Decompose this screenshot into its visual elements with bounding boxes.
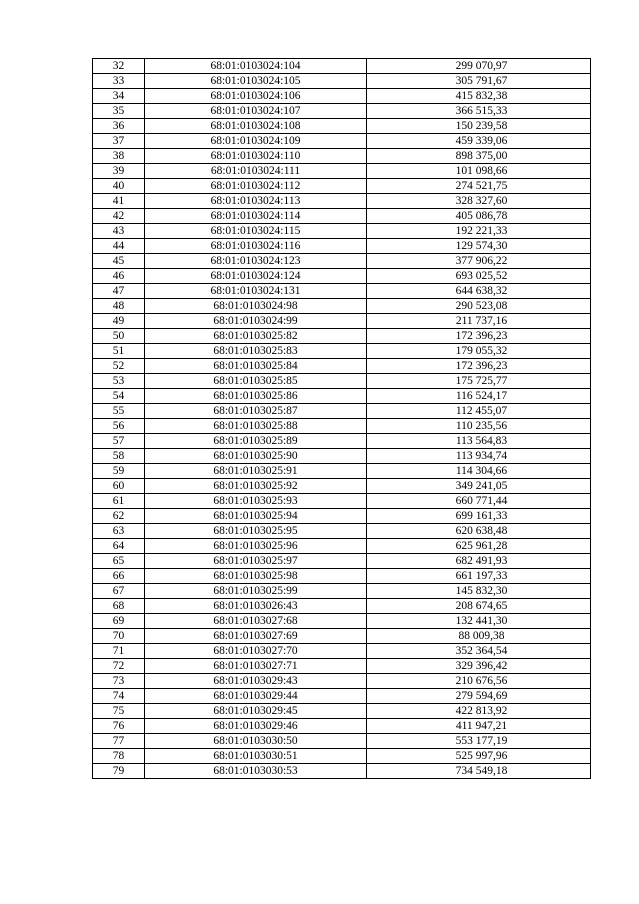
- cadastral-number-cell: 68:01:0103024:113: [145, 194, 367, 209]
- cadastral-value-cell: 172 396,23: [367, 359, 591, 374]
- row-number-cell: 68: [93, 599, 145, 614]
- table-row: [93, 194, 591, 209]
- row-number-cell: 37: [93, 134, 145, 149]
- table-row: [93, 314, 591, 329]
- table-row: [93, 449, 591, 464]
- row-number-cell: 78: [93, 749, 145, 764]
- cadastral-value-cell: 349 241,05: [367, 479, 591, 494]
- cadastral-number-cell: 68:01:0103024:98: [145, 299, 367, 314]
- cadastral-number-cell: 68:01:0103029:46: [145, 719, 367, 734]
- table-row: [93, 89, 591, 104]
- cadastral-number-cell: 68:01:0103030:50: [145, 734, 367, 749]
- cadastral-number-cell: 68:01:0103024:116: [145, 239, 367, 254]
- cadastral-value-cell: 693 025,52: [367, 269, 591, 284]
- table-body: [93, 59, 591, 779]
- cadastral-value-cell: 525 997,96: [367, 749, 591, 764]
- cadastral-value-cell: 459 339,06: [367, 134, 591, 149]
- table-row: [93, 329, 591, 344]
- cadastral-number-cell: 68:01:0103024:111: [145, 164, 367, 179]
- cadastral-number-cell: 68:01:0103025:82: [145, 329, 367, 344]
- table-row: [93, 614, 591, 629]
- row-number-cell: 48: [93, 299, 145, 314]
- table-row: [93, 299, 591, 314]
- row-number-cell: 62: [93, 509, 145, 524]
- row-number-cell: 32: [93, 59, 145, 74]
- cadastral-number-cell: 68:01:0103024:108: [145, 119, 367, 134]
- cadastral-value-cell: 329 396,42: [367, 659, 591, 674]
- cadastral-number-cell: 68:01:0103024:131: [145, 284, 367, 299]
- row-number-cell: 33: [93, 74, 145, 89]
- cadastral-number-cell: 68:01:0103025:95: [145, 524, 367, 539]
- row-number-cell: 75: [93, 704, 145, 719]
- row-number-cell: 59: [93, 464, 145, 479]
- cadastral-value-cell: 179 055,32: [367, 344, 591, 359]
- cadastral-value-cell: 172 396,23: [367, 329, 591, 344]
- cadastral-value-cell: 150 239,58: [367, 119, 591, 134]
- cadastral-number-cell: 68:01:0103025:88: [145, 419, 367, 434]
- cadastral-value-cell: 415 832,38: [367, 89, 591, 104]
- table-row: [93, 344, 591, 359]
- row-number-cell: 52: [93, 359, 145, 374]
- table-row: [93, 134, 591, 149]
- cadastral-number-cell: 68:01:0103025:84: [145, 359, 367, 374]
- cadastral-value-cell: 145 832,30: [367, 584, 591, 599]
- row-number-cell: 50: [93, 329, 145, 344]
- row-number-cell: 71: [93, 644, 145, 659]
- cadastral-number-cell: 68:01:0103025:96: [145, 539, 367, 554]
- cadastral-value-cell: 411 947,21: [367, 719, 591, 734]
- row-number-cell: 63: [93, 524, 145, 539]
- cadastral-number-cell: 68:01:0103027:68: [145, 614, 367, 629]
- cadastral-value-cell: 405 086,78: [367, 209, 591, 224]
- cadastral-value-cell: 625 961,28: [367, 539, 591, 554]
- cadastral-number-cell: 68:01:0103029:43: [145, 674, 367, 689]
- cadastral-value-cell: 553 177,19: [367, 734, 591, 749]
- table-row: [93, 239, 591, 254]
- row-number-cell: 67: [93, 584, 145, 599]
- cadastral-number-cell: 68:01:0103024:104: [145, 59, 367, 74]
- cadastral-number-cell: 68:01:0103025:92: [145, 479, 367, 494]
- row-number-cell: 73: [93, 674, 145, 689]
- cadastral-number-cell: 68:01:0103024:115: [145, 224, 367, 239]
- cadastral-value-cell: 699 161,33: [367, 509, 591, 524]
- table-row: [93, 674, 591, 689]
- cadastral-number-cell: 68:01:0103027:70: [145, 644, 367, 659]
- cadastral-value-cell: 112 455,07: [367, 404, 591, 419]
- cadastral-value-cell: 660 771,44: [367, 494, 591, 509]
- cadastral-value-cell: 175 725,77: [367, 374, 591, 389]
- table-row: [93, 539, 591, 554]
- cadastral-number-cell: 68:01:0103024:99: [145, 314, 367, 329]
- table-row: [93, 74, 591, 89]
- cadastral-value-cell: 279 594,69: [367, 689, 591, 704]
- table-row: [93, 494, 591, 509]
- cadastral-number-cell: 68:01:0103025:83: [145, 344, 367, 359]
- cadastral-value-cell: 113 934,74: [367, 449, 591, 464]
- cadastral-number-cell: 68:01:0103029:44: [145, 689, 367, 704]
- cadastral-value-cell: 114 304,66: [367, 464, 591, 479]
- cadastral-number-cell: 68:01:0103024:114: [145, 209, 367, 224]
- cadastral-value-cell: 305 791,67: [367, 74, 591, 89]
- cadastral-value-cell: 734 549,18: [367, 764, 591, 779]
- table-row: [93, 554, 591, 569]
- cadastral-number-cell: 68:01:0103025:89: [145, 434, 367, 449]
- row-number-cell: 42: [93, 209, 145, 224]
- cadastral-number-cell: 68:01:0103024:106: [145, 89, 367, 104]
- row-number-cell: 44: [93, 239, 145, 254]
- table-row: [93, 749, 591, 764]
- cadastral-value-cell: 129 574,30: [367, 239, 591, 254]
- cadastral-value-cell: 208 674,65: [367, 599, 591, 614]
- table-row: [93, 374, 591, 389]
- row-number-cell: 58: [93, 449, 145, 464]
- row-number-cell: 72: [93, 659, 145, 674]
- table-row: [93, 569, 591, 584]
- row-number-cell: 65: [93, 554, 145, 569]
- cadastral-number-cell: 68:01:0103026:43: [145, 599, 367, 614]
- table-row: [93, 149, 591, 164]
- cadastral-number-cell: 68:01:0103024:112: [145, 179, 367, 194]
- row-number-cell: 36: [93, 119, 145, 134]
- row-number-cell: 53: [93, 374, 145, 389]
- row-number-cell: 77: [93, 734, 145, 749]
- row-number-cell: 55: [93, 404, 145, 419]
- table-row: [93, 359, 591, 374]
- cadastral-value-cell: 352 364,54: [367, 644, 591, 659]
- row-number-cell: 60: [93, 479, 145, 494]
- table-row: [93, 164, 591, 179]
- table-row: [93, 179, 591, 194]
- row-number-cell: 41: [93, 194, 145, 209]
- cadastral-value-cell: 116 524,17: [367, 389, 591, 404]
- cadastral-number-cell: 68:01:0103024:107: [145, 104, 367, 119]
- table-row: [93, 524, 591, 539]
- cadastral-value-cell: 682 491,93: [367, 554, 591, 569]
- cadastral-value-cell: 101 098,66: [367, 164, 591, 179]
- table-row: [93, 269, 591, 284]
- row-number-cell: 43: [93, 224, 145, 239]
- cadastral-value-cell: 192 221,33: [367, 224, 591, 239]
- cadastral-number-cell: 68:01:0103025:97: [145, 554, 367, 569]
- table-row: [93, 764, 591, 779]
- cadastral-value-cell: 290 523,08: [367, 299, 591, 314]
- table-row: [93, 59, 591, 74]
- table-row: [93, 284, 591, 299]
- row-number-cell: 70: [93, 629, 145, 644]
- cadastral-value-cell: 328 327,60: [367, 194, 591, 209]
- table-row: [93, 404, 591, 419]
- cadastral-value-cell: 661 197,33: [367, 569, 591, 584]
- row-number-cell: 54: [93, 389, 145, 404]
- cadastral-value-cell: 88 009,38: [367, 629, 591, 644]
- cadastral-value-cell: 299 070,97: [367, 59, 591, 74]
- cadastral-number-cell: 68:01:0103024:110: [145, 149, 367, 164]
- row-number-cell: 40: [93, 179, 145, 194]
- table-row: [93, 389, 591, 404]
- cadastral-number-cell: 68:01:0103024:123: [145, 254, 367, 269]
- cadastral-number-cell: 68:01:0103027:71: [145, 659, 367, 674]
- table-row: [93, 659, 591, 674]
- row-number-cell: 38: [93, 149, 145, 164]
- row-number-cell: 46: [93, 269, 145, 284]
- row-number-cell: 69: [93, 614, 145, 629]
- cadastral-value-cell: 620 638,48: [367, 524, 591, 539]
- table-row: [93, 209, 591, 224]
- cadastral-number-cell: 68:01:0103030:53: [145, 764, 367, 779]
- cadastral-number-cell: 68:01:0103024:105: [145, 74, 367, 89]
- cadastral-number-cell: 68:01:0103029:45: [145, 704, 367, 719]
- cadastral-value-cell: 132 441,30: [367, 614, 591, 629]
- cadastral-number-cell: 68:01:0103025:90: [145, 449, 367, 464]
- row-number-cell: 39: [93, 164, 145, 179]
- row-number-cell: 45: [93, 254, 145, 269]
- row-number-cell: 76: [93, 719, 145, 734]
- cadastral-value-cell: 274 521,75: [367, 179, 591, 194]
- table-row: [93, 479, 591, 494]
- cadastral-value-cell: 210 676,56: [367, 674, 591, 689]
- cadastral-value-cell: 898 375,00: [367, 149, 591, 164]
- cadastral-value-cell: 113 564,83: [367, 434, 591, 449]
- cadastral-number-cell: 68:01:0103025:87: [145, 404, 367, 419]
- row-number-cell: 61: [93, 494, 145, 509]
- cadastral-number-cell: 68:01:0103025:85: [145, 374, 367, 389]
- table-row: [93, 434, 591, 449]
- table-row: [93, 419, 591, 434]
- cadastral-value-cell: 366 515,33: [367, 104, 591, 119]
- row-number-cell: 56: [93, 419, 145, 434]
- cadastral-value-cell: 644 638,32: [367, 284, 591, 299]
- cadastral-value-cell: 422 813,92: [367, 704, 591, 719]
- table-row: [93, 119, 591, 134]
- cadastral-number-cell: 68:01:0103024:124: [145, 269, 367, 284]
- cadastral-number-cell: 68:01:0103025:93: [145, 494, 367, 509]
- cadastral-number-cell: 68:01:0103025:91: [145, 464, 367, 479]
- table-row: [93, 224, 591, 239]
- table-row: [93, 629, 591, 644]
- table-row: [93, 509, 591, 524]
- row-number-cell: 34: [93, 89, 145, 104]
- table-row: [93, 734, 591, 749]
- table-row: [93, 704, 591, 719]
- cadastral-number-cell: 68:01:0103025:98: [145, 569, 367, 584]
- table-row: [93, 599, 591, 614]
- table-row: [93, 644, 591, 659]
- row-number-cell: 47: [93, 284, 145, 299]
- table-row: [93, 254, 591, 269]
- cadastral-number-cell: 68:01:0103025:99: [145, 584, 367, 599]
- cadastral-number-cell: 68:01:0103024:109: [145, 134, 367, 149]
- cadastral-value-table: [92, 58, 591, 779]
- row-number-cell: 66: [93, 569, 145, 584]
- table-row: [93, 104, 591, 119]
- row-number-cell: 57: [93, 434, 145, 449]
- cadastral-value-cell: 110 235,56: [367, 419, 591, 434]
- cadastral-value-cell: 377 906,22: [367, 254, 591, 269]
- row-number-cell: 51: [93, 344, 145, 359]
- row-number-cell: 64: [93, 539, 145, 554]
- cadastral-number-cell: 68:01:0103025:94: [145, 509, 367, 524]
- table-row: [93, 464, 591, 479]
- row-number-cell: 74: [93, 689, 145, 704]
- row-number-cell: 79: [93, 764, 145, 779]
- row-number-cell: 49: [93, 314, 145, 329]
- table-row: [93, 689, 591, 704]
- table-row: [93, 584, 591, 599]
- cadastral-value-cell: 211 737,16: [367, 314, 591, 329]
- cadastral-number-cell: 68:01:0103030:51: [145, 749, 367, 764]
- table-row: [93, 719, 591, 734]
- row-number-cell: 35: [93, 104, 145, 119]
- cadastral-number-cell: 68:01:0103025:86: [145, 389, 367, 404]
- cadastral-number-cell: 68:01:0103027:69: [145, 629, 367, 644]
